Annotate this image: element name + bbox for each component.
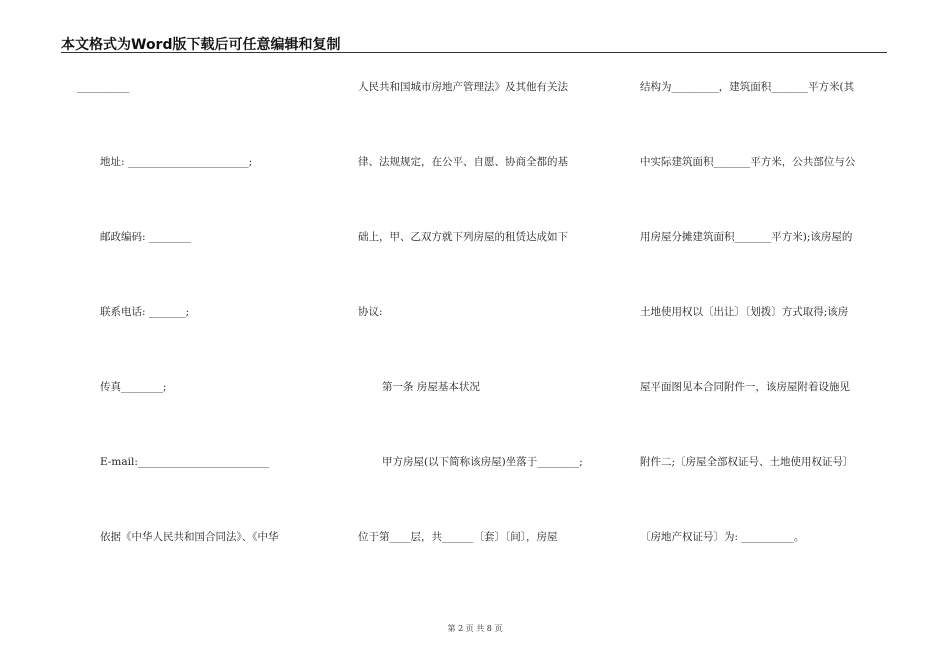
middle-line-location: 甲方房屋(以下简称该房屋)坐落于________; [382, 456, 583, 468]
middle-line-2: 律、法规规定，在公平、自愿、协商全都的基 [358, 156, 568, 168]
header-divider [61, 52, 887, 53]
right-line-5: 屋平面图见本合同附件一，该房屋附着设施见 [640, 381, 850, 393]
page-number: 第 2 页 共 8 页 [447, 624, 503, 633]
middle-line-1: 人民共和国城市房地产管理法》及其他有关法 [358, 81, 568, 93]
right-line-2: 中实际建筑面积_______平方米，公共部位与公 [640, 156, 856, 168]
article-1-heading: 第一条 房屋基本状况 [382, 381, 480, 393]
right-line-7: 〔房地产权证号〕为: __________。 [640, 531, 805, 543]
middle-line-3: 础上，甲、乙双方就下列房屋的租赁达成如下 [358, 231, 568, 243]
right-line-6: 附件二;〔房屋全部权证号、土地使用权证号〕 [640, 456, 854, 468]
left-line-1: __________ [77, 81, 130, 93]
middle-line-floor: 位于第____层，共______〔套〕〔间〕，房屋 [358, 531, 558, 543]
right-line-3: 用房屋分摊建筑面积_______平方米);该房屋的 [640, 231, 853, 243]
right-line-4: 土地使用权以〔出让〕〔划拨〕方式取得;该房 [640, 306, 849, 318]
document-header-title: 本文格式为Word版下载后可任意编辑和复制 [61, 37, 341, 53]
left-line-address: 地址: _______________________; [100, 156, 253, 168]
left-line-basis: 依据《中华人民共和国合同法》、《中华 [100, 531, 279, 543]
left-line-email: E-mail:_________________________ [100, 456, 270, 468]
middle-line-agreement: 协议: [358, 306, 383, 318]
right-line-1: 结构为_________，建筑面积_______平方米(其 [640, 81, 855, 93]
left-line-phone: 联系电话: _______; [100, 306, 190, 318]
left-line-fax: 传真________; [100, 381, 167, 393]
left-line-postcode: 邮政编码: ________ [100, 231, 191, 243]
